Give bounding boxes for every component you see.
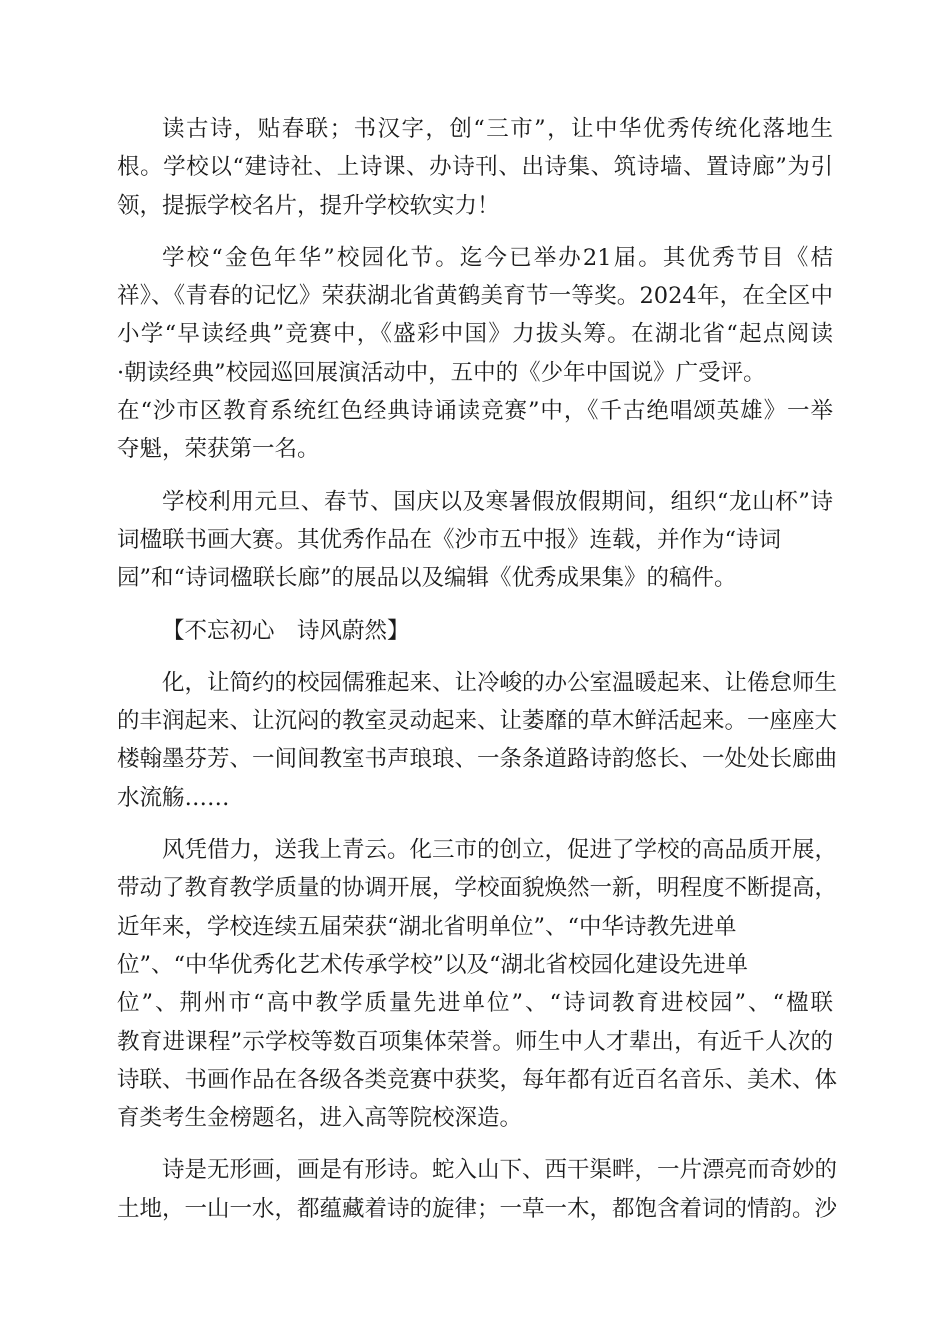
text-line: 化，让简约的校园儒雅起来、让冷峻的办公室温暖起来、让倦怠师生 — [162, 669, 838, 696]
paragraph-6 — [117, 1151, 838, 1228]
paragraph-3 — [117, 483, 833, 598]
paragraph-1 — [117, 110, 833, 225]
text-line: 夺魁，荣获第一名。 — [117, 436, 320, 463]
text-line: 园”和“诗词楹联长廊”的展品以及编辑《优秀成果集》的稿件。 — [117, 565, 737, 592]
text-line: 位”、“中华优秀化艺术传承学校”以及“湖北省校园化建设先进单 — [117, 951, 749, 978]
text-line: 近年来，学校连续五届荣获“湖北省明单位”、“中华诗教先进单 — [117, 913, 737, 940]
text-line: 学校利用元旦、春节、国庆以及寒暑假放假期间，组织“龙山杯”诗 — [162, 488, 833, 515]
text-line: 水流觞…… — [117, 784, 230, 811]
document-page — [117, 110, 838, 1242]
text-line: 根。学校以“建诗社、上诗课、办诗刊、出诗集、筑诗墙、置诗廊”为引 — [117, 154, 833, 181]
paragraph-5 — [117, 831, 838, 1137]
text-line: 楼翰墨芬芳、一间间教室书声琅琅、一条条道路诗韵悠长、一处处长廊曲 — [117, 746, 838, 773]
paragraph-2 — [117, 239, 833, 469]
text-line: 在“沙市区教育系统红色经典诗诵读竞赛”中，《千古绝唱颂英雄》一举 — [117, 398, 833, 425]
text-line: ·朝读经典”校园巡回展演活动中，五中的《少年中国说》广受评。 — [117, 359, 766, 386]
text-line: 育类考生金榜题名，进入高等院校深造。 — [117, 1105, 523, 1132]
text-line: 祥》、《青春的记忆》荣获湖北省黄鹤美育节一等奖。2024年，在全区中 — [117, 283, 833, 310]
text-line: 位”、荆州市“高中教学质量先进单位”、“诗词教育进校园”、“楹联 — [117, 990, 833, 1017]
text-line: 词楹联书画大赛。其优秀作品在《沙市五中报》连载，并作为“诗词 — [117, 526, 782, 553]
text-line: 诗是无形画，画是有形诗。蛇入山下、西干渠畔，一片漂亮而奇妙的 — [162, 1157, 838, 1184]
text-line: 带动了教育教学质量的协调开展，学校面貌焕然一新，明程度不断提高， — [117, 875, 838, 902]
text-line: 土地，一山一水，都蕴藏着诗的旋律；一草一木，都饱含着词的情韵。沙 — [117, 1195, 838, 1222]
text-line: 领，提振学校名片，提升学校软实力！ — [117, 192, 500, 219]
text-line: 诗联、书画作品在各级各类竞赛中获奖，每年都有近百名音乐、美术、体 — [117, 1066, 838, 1093]
text-line: 的丰润起来、让沉闷的教室灵动起来、让萎靡的草木鲜活起来。一座座大 — [117, 708, 838, 735]
text-line: 小学“早读经典”竞赛中，《盛彩中国》力拔头筹。在湖北省“起点阅读 — [117, 321, 833, 348]
text-line: 风凭借力，送我上青云。化三市的创立，促进了学校的高品质开展， — [162, 837, 838, 864]
text-line: 教育进课程”示学校等数百项集体荣誉。师生中人才辈出，有近千人次的 — [117, 1028, 833, 1055]
text-line: 读古诗，贴春联；书汉字，创“三市”，让中华优秀传统化落地生 — [162, 116, 833, 142]
paragraph-4 — [117, 664, 838, 817]
section-heading: 【不忘初心 诗风蔚然】 — [162, 617, 410, 644]
text-line: 学校“金色年华”校园化节。迄今已举办21届。其优秀节目《桔 — [162, 244, 833, 271]
